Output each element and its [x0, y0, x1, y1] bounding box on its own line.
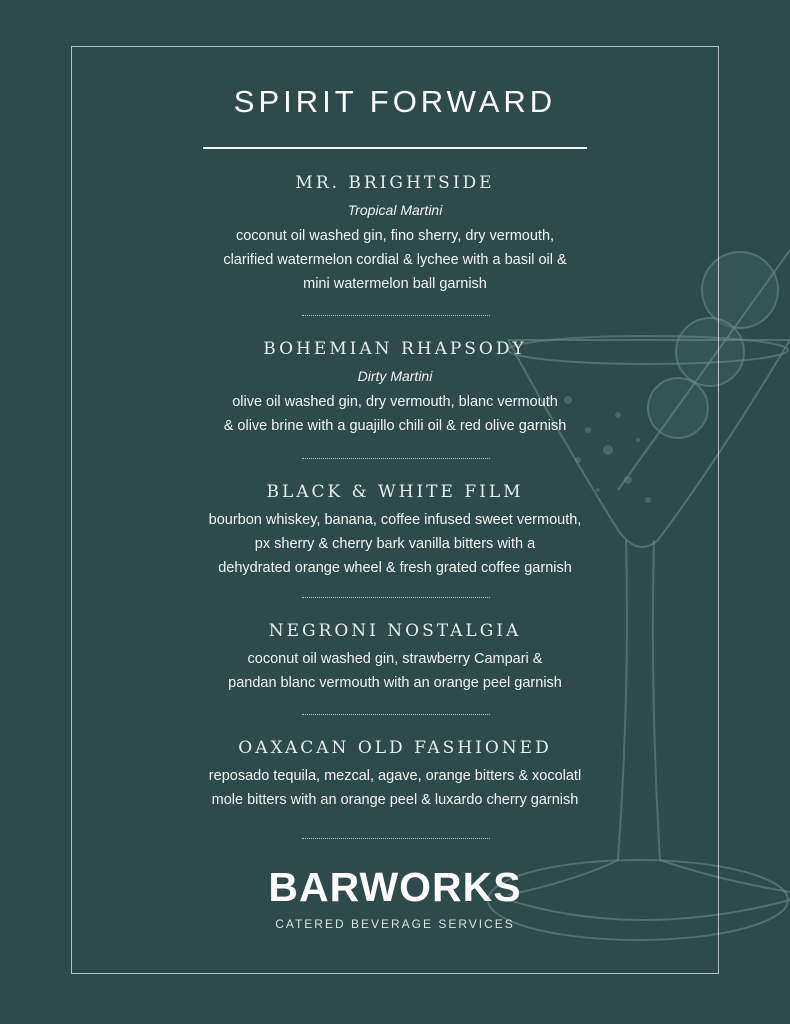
menu-item-black-white-film	[71, 482, 719, 580]
menu-title: SPIRIT FORWARD	[233, 84, 557, 119]
cocktail-description: reposado tequila, mezcal, agave, orange bitters & xocolatl mole bitters with an orange peel & luxardo cherry garnish	[208, 768, 582, 808]
section-divider	[302, 458, 490, 459]
cocktail-description: coconut oil washed gin, fino sherry, dry vermouth, clarified watermelon cordial & lychee with a basil oil & mini watermelon ball garnish	[223, 228, 567, 292]
cocktail-description: bourbon whiskey, banana, coffee infused sweet vermouth, px sherry & cherry bark vanilla bitters with a dehydrated orange wheel & fresh grated coffee garnish	[208, 512, 582, 576]
menu-item-mr-brightside	[71, 173, 719, 296]
section-divider	[302, 838, 490, 839]
menu-item-negroni-nostalgia	[71, 621, 719, 695]
section-divider	[302, 597, 490, 598]
menu-item-bohemian-rhapsody	[71, 339, 719, 438]
title-underline	[203, 147, 587, 149]
section-divider	[302, 315, 490, 316]
brand-tagline: CATERED BEVERAGE SERVICES	[275, 917, 515, 931]
menu-card	[71, 46, 719, 974]
cocktail-name: BLACK & WHITE FILM	[266, 482, 524, 502]
cocktail-style: Tropical Martini	[347, 202, 443, 218]
cocktail-description: coconut oil washed gin, strawberry Campari & pandan blanc vermouth with an orange peel garnish	[228, 651, 562, 691]
section-divider	[302, 714, 490, 715]
cocktail-description: olive oil washed gin, dry vermouth, blanc vermouth & olive brine with a guajillo chili oil & red olive garnish	[223, 394, 567, 434]
cocktail-name: BOHEMIAN RHAPSODY	[263, 339, 527, 359]
cocktail-name: OAXACAN OLD FASHIONED	[238, 738, 552, 758]
brand-logo: BARWORKS	[268, 864, 522, 910]
cocktail-style: Dirty Martini	[357, 368, 433, 384]
cocktail-name: MR. BRIGHTSIDE	[295, 173, 495, 193]
cocktail-name: NEGRONI NOSTALGIA	[268, 621, 522, 641]
menu-item-oaxacan-old-fashioned	[71, 738, 719, 812]
